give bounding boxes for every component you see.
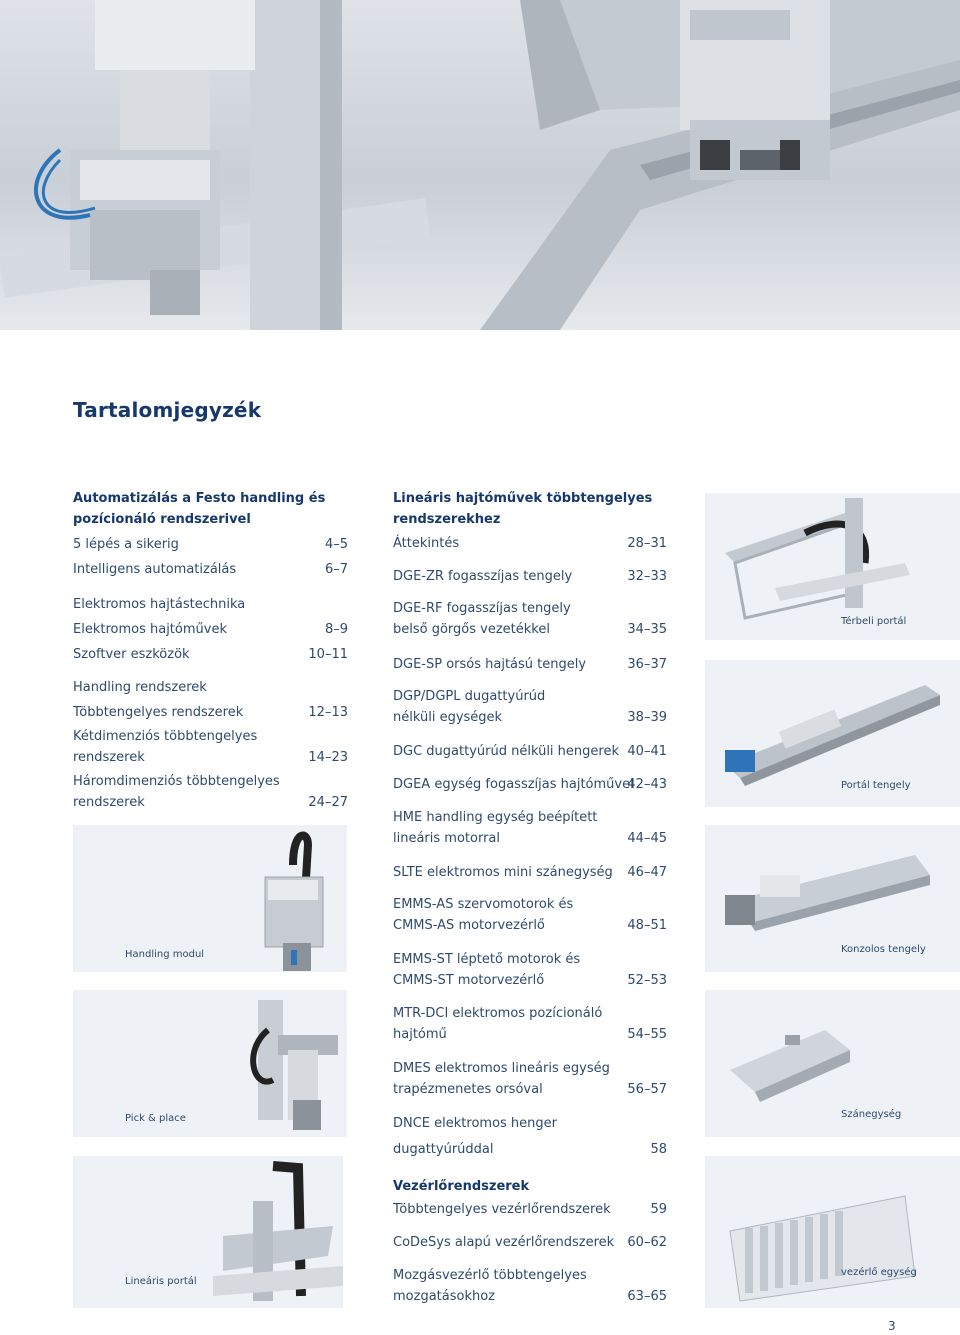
toc-entry-page: 48–51 [627,918,667,933]
page-title: Tartalomjegyzék [73,398,262,422]
toc-entry-page: 56–57 [627,1082,667,1097]
toc-entry-page: 32–33 [627,569,667,584]
toc-entry[interactable] [393,1199,667,1220]
toc-entry[interactable] [393,1003,667,1045]
section-heading-electric: Elektromos hajtástechnika [73,597,246,612]
toc-entry[interactable] [393,566,667,587]
section-heading-linear-2: rendszerekhez [393,512,501,527]
toc-entry-page: 58 [650,1142,667,1157]
toc-entry[interactable] [393,1265,667,1307]
toc-entry-label-2: belső görgős vezetékkel [393,622,550,637]
toc-entry-label-2: hajtómű [393,1027,447,1042]
toc-entry[interactable] [393,654,667,675]
toc-entry-label: Intelligens automatizálás [73,562,237,577]
toc-entry-page: 4–5 [324,537,348,552]
toc-entry-label-2: lineáris motorral [393,831,500,846]
toc-entry-label: DGC dugattyúrúd nélküli hengerek [393,744,619,759]
toc-entry-label: DNCE elektromos henger [393,1116,557,1131]
toc-entry-label: CoDeSys alapú vezérlőrendszerek [393,1235,615,1250]
section-heading-automation-2: pozícionáló rendszerivel [73,512,251,527]
toc-entry-label: EMMS-ST léptető motorok és [393,952,581,967]
toc-entry-page: 14–23 [308,750,348,765]
toc-entry-label-2: trapézmenetes orsóval [393,1082,543,1097]
toc-entry-label-2: CMMS-ST motorvezérlő [393,973,545,988]
toc-entry-page: 52–53 [627,973,667,988]
toc-entry-label: DGE-ZR fogasszíjas tengely [393,569,573,584]
toc-entry-page: 8–9 [324,622,348,637]
toc-entry[interactable] [393,949,667,991]
caption-linearis-portal: Lineáris portál [125,1276,197,1287]
image-szanegyseg [705,990,960,1137]
toc-entry[interactable] [73,771,348,813]
caption-handling-modul: Handling modul [125,949,205,960]
toc-entry-page: 44–45 [627,831,667,846]
toc-column-1 [73,488,348,818]
section-heading-control: Vezérlőrendszerek [393,1179,530,1194]
toc-entry-page: 6–7 [324,562,348,577]
toc-entry[interactable] [393,1113,667,1160]
caption-vezerlo-egyseg: vezérlő egység [841,1267,917,1278]
toc-entry-label: Háromdimenziós többtengelyes [73,774,280,789]
section-heading-automation: Automatizálás a Festo handling és [73,491,326,506]
toc-entry-label: DGE-RF fogasszíjas tengely [393,601,571,616]
toc-entry-label-2: CMMS-AS motorvezérlő [393,918,545,933]
caption-szanegyseg: Szánegység [841,1109,902,1120]
toc-entry[interactable] [393,1058,667,1100]
toc-entry[interactable] [393,741,667,762]
toc-entry[interactable] [73,702,348,723]
image-linearis-portal [73,1156,343,1308]
toc-entry[interactable] [73,644,348,665]
toc-entry[interactable] [73,619,348,640]
toc-column-2 [393,488,667,1313]
toc-entry-page: 38–39 [627,710,667,725]
toc-entry-label: Kétdimenziós többtengelyes [73,729,258,744]
toc-entry-label-2: rendszerek [73,750,145,765]
image-portal-tengely [705,660,960,807]
toc-entry-label: MTR-DCI elektromos pozícionáló [393,1006,603,1021]
toc-entry[interactable] [393,894,667,936]
toc-entry-page: 34–35 [627,622,667,637]
toc-entry-page: 36–37 [627,657,667,672]
toc-entry-label-2: mozgatásokhoz [393,1289,495,1304]
toc-entry-page: 60–62 [627,1235,667,1250]
toc-entry[interactable] [393,774,667,795]
toc-entry[interactable] [393,533,667,554]
toc-entry-label: EMMS-AS szervomotorok és [393,897,574,912]
toc-entry[interactable] [73,726,348,768]
section-heading-handling: Handling rendszerek [73,680,207,695]
toc-entry-label: HME handling egység beépített [393,810,598,825]
caption-pick-place: Pick & place [125,1113,186,1124]
caption-portal-tengely: Portál tengely [841,780,911,791]
toc-entry-page: 28–31 [627,536,667,551]
toc-entry-label: Áttekintés [393,536,460,551]
toc-entry-label: Elektromos hajtóművek [73,622,227,637]
toc-entry-page: 59 [650,1202,667,1217]
toc-entry-label-2: dugattyúrúddal [393,1142,494,1157]
image-pick-place [73,990,347,1137]
caption-terbeli-portal: Térbeli portál [841,616,907,627]
toc-entry-label: DGP/DGPL dugattyúrúd [393,689,546,704]
toc-entry-page: 46–47 [627,865,667,880]
toc-entry-label: DGEA egység fogasszíjas hajtóművel [393,777,634,792]
toc-entry-page: 40–41 [627,744,667,759]
toc-entry-page: 10–11 [308,647,348,662]
caption-konzolos-tengely: Konzolos tengely [841,944,926,955]
toc-entry[interactable] [393,807,667,849]
image-vezerlo-egyseg [705,1156,960,1308]
toc-entry-page: 42–43 [627,777,667,792]
toc-entry-label: 5 lépés a sikerig [73,537,179,552]
toc-entry[interactable] [393,686,667,728]
toc-entry-page: 63–65 [627,1289,667,1304]
hero-photo [0,0,960,330]
toc-entry-page: 54–55 [627,1027,667,1042]
toc-entry-label: Mozgásvezérlő többtengelyes [393,1268,587,1283]
toc-entry-label: Többtengelyes rendszerek [73,705,244,720]
section-heading-linear: Lineáris hajtóművek többtengelyes [393,491,653,506]
toc-entry[interactable] [73,534,348,555]
toc-entry-page: 24–27 [308,795,348,810]
image-handling-modul [73,825,347,972]
toc-entry-label: Többtengelyes vezérlőrendszerek [393,1202,611,1217]
toc-entry-page: 12–13 [308,705,348,720]
toc-entry-label-2: rendszerek [73,795,145,810]
toc-entry-label-2: nélküli egységek [393,710,503,725]
page-number: 3 [888,1319,896,1333]
toc-entry[interactable] [393,598,667,640]
toc-entry-label: Szoftver eszközök [73,647,190,662]
toc-entry-label: DGE-SP orsós hajtású tengely [393,657,587,672]
toc-entry-label: DMES elektromos lineáris egység [393,1061,610,1076]
toc-entry[interactable] [393,862,667,883]
toc-entry-label: SLTE elektromos mini szánegység [393,865,613,880]
toc-entry[interactable] [393,1232,667,1253]
image-terbeli-portal [705,493,960,640]
toc-entry[interactable] [73,559,348,580]
image-konzolos-tengely [705,825,960,972]
